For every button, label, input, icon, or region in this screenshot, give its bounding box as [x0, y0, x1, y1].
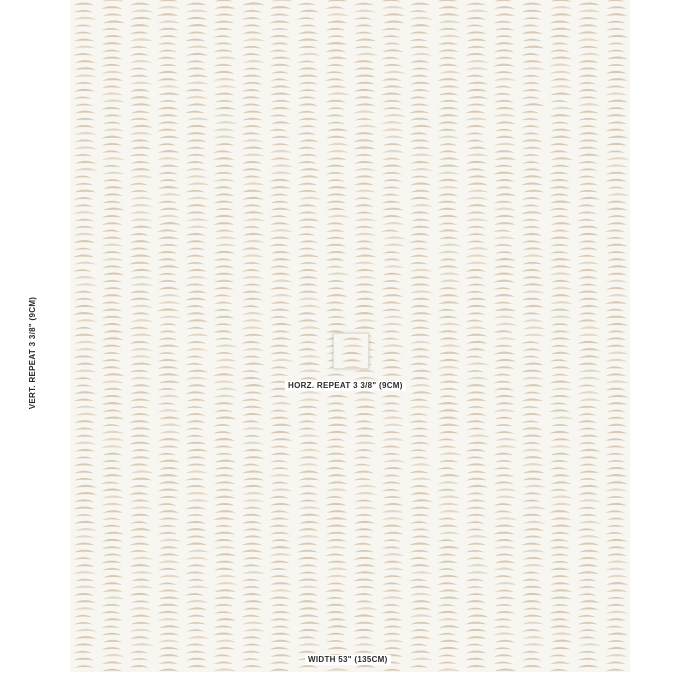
width-label: WIDTH 53" (135CM) [305, 655, 391, 665]
repeat-sample [333, 333, 369, 369]
repeat-sample-pattern [334, 334, 368, 368]
horizontal-repeat-label: HORZ. REPEAT 3 3/8" (9CM) [285, 381, 406, 391]
vertical-repeat-label: VERT. REPEAT 3 3/8" (9CM) [28, 296, 37, 410]
